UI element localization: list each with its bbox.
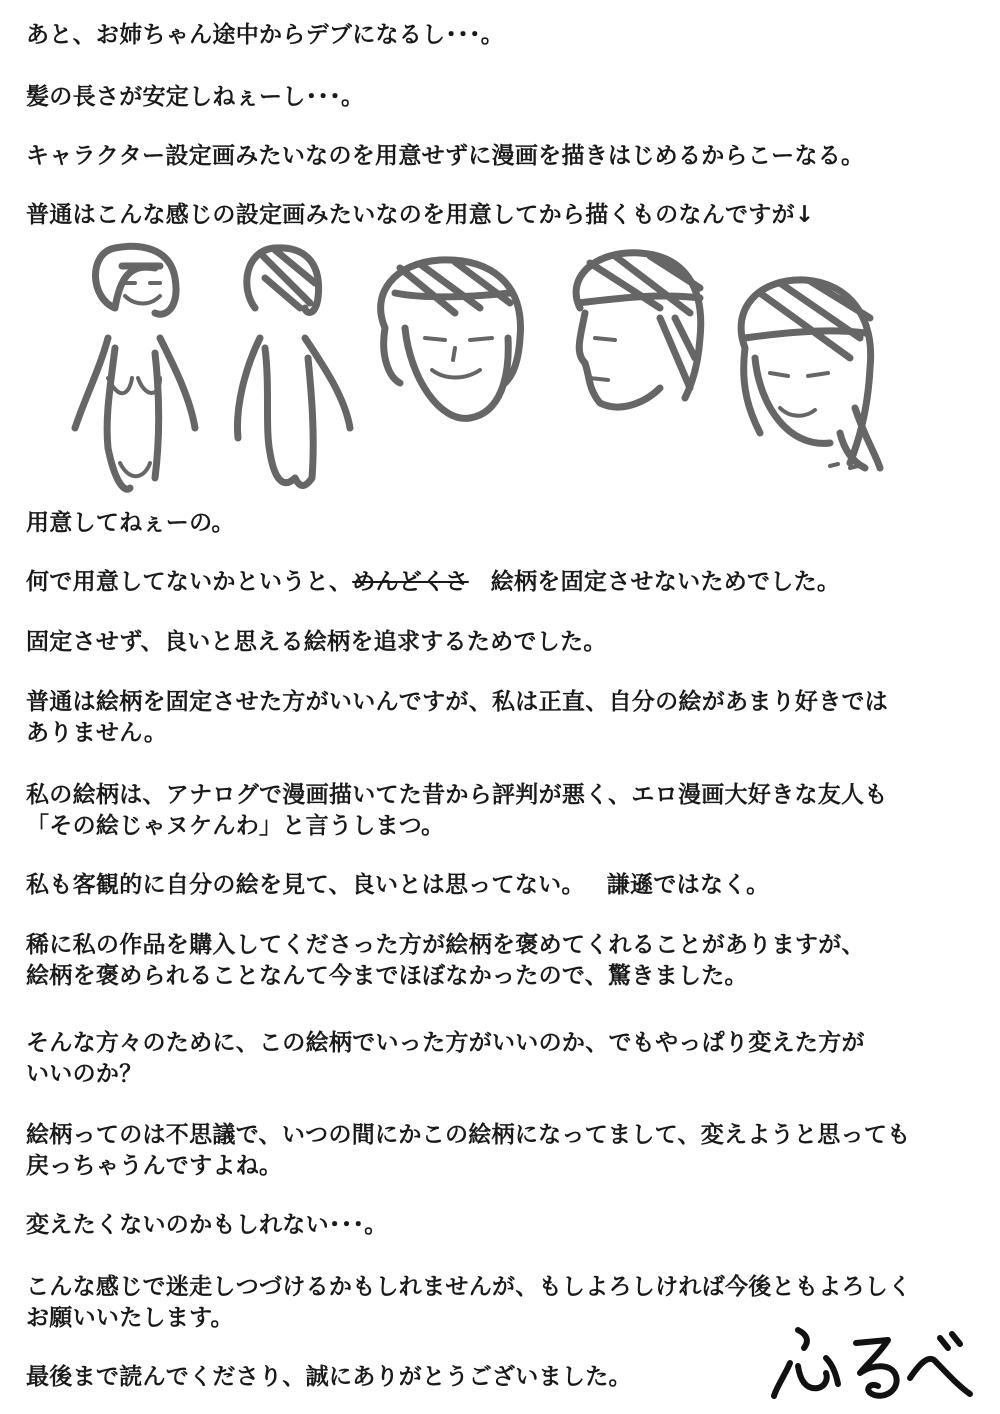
- sketch-face-three-quarter: [741, 280, 880, 468]
- sketch-back-figure: [237, 248, 350, 486]
- text-line: 最後まで読んでくださり、誠にありがとうございました。: [26, 1364, 632, 1390]
- signature: [768, 1318, 978, 1408]
- character-sketches: [60, 238, 910, 500]
- text-line: あと、お姉ちゃん途中からデブになるし･･･。: [26, 22, 505, 48]
- text-line: キャラクター設定画みたいなのを用意せずに漫画を描きはじめるからこーなる。: [26, 143, 865, 169]
- text-line: いいのか？: [26, 1061, 143, 1087]
- strikethrough-text: めんどくさ: [352, 569, 469, 595]
- text-line: 固定させず、良いと思える絵柄を追求するためでした。: [26, 629, 607, 655]
- text-line: 髪の長さが安定しねぇーし･･･。: [26, 84, 365, 110]
- sketch-illustration: [60, 238, 910, 500]
- sketch-front-figure: [75, 246, 195, 489]
- text-line: 普通はこんな感じの設定画みたいなのを用意してから描くものなんですが↓: [26, 202, 815, 228]
- text-segment: 絵柄を固定させないためでした。: [490, 569, 841, 595]
- text-line: [26, 567, 976, 598]
- text-line: こんな感じで迷走しつづけるかもしれませんが、もしよろしければ今後ともよろしく: [26, 1274, 912, 1300]
- text-line: 「その絵じゃヌケんわ」と言うしまつ。: [26, 813, 445, 839]
- signature-handwriting: [768, 1318, 978, 1408]
- text-line: 絵柄を褒められることなんて今までほぼなかったので、驚きました。: [26, 963, 748, 989]
- text-segment: 謙遜ではなく。: [606, 872, 770, 898]
- sketch-face-profile: [576, 253, 701, 407]
- text-line: 稀に私の作品を購入してくださった方が絵柄を褒めてくれることがありますが、: [26, 932, 865, 958]
- text-segment: 私も客観的に自分の絵を見て、良いとは思ってない。: [26, 872, 585, 898]
- text-line: 普通は絵柄を固定させた方がいいんですが、私は正直、自分の絵があまり好きでは: [26, 689, 889, 715]
- text-line: 私の絵柄は、アナログで漫画描いてた昔から評判が悪く、エロ漫画大好きな友人も: [26, 782, 888, 808]
- text-segment: 何で用意してないかというと、: [26, 569, 353, 595]
- text-line: ありません。: [26, 720, 168, 746]
- text-line: そんな方々のために、この絵柄でいった方がいいのか、でもやっぱり変えた方が: [26, 1030, 865, 1056]
- text-line: [26, 870, 976, 901]
- text-line: 変えたくないのかもしれない･･･。: [26, 1212, 388, 1238]
- text-line: お願いいたします。: [26, 1305, 234, 1331]
- sketch-face-front: [381, 260, 521, 418]
- text-line: 絵柄ってのは不思議で、いつの間にかこの絵柄になってまして、変えようと思っても: [26, 1122, 911, 1148]
- text-line: 戻っちゃうんですよね。: [26, 1153, 283, 1179]
- text-line: 用意してねぇーの。: [26, 510, 235, 536]
